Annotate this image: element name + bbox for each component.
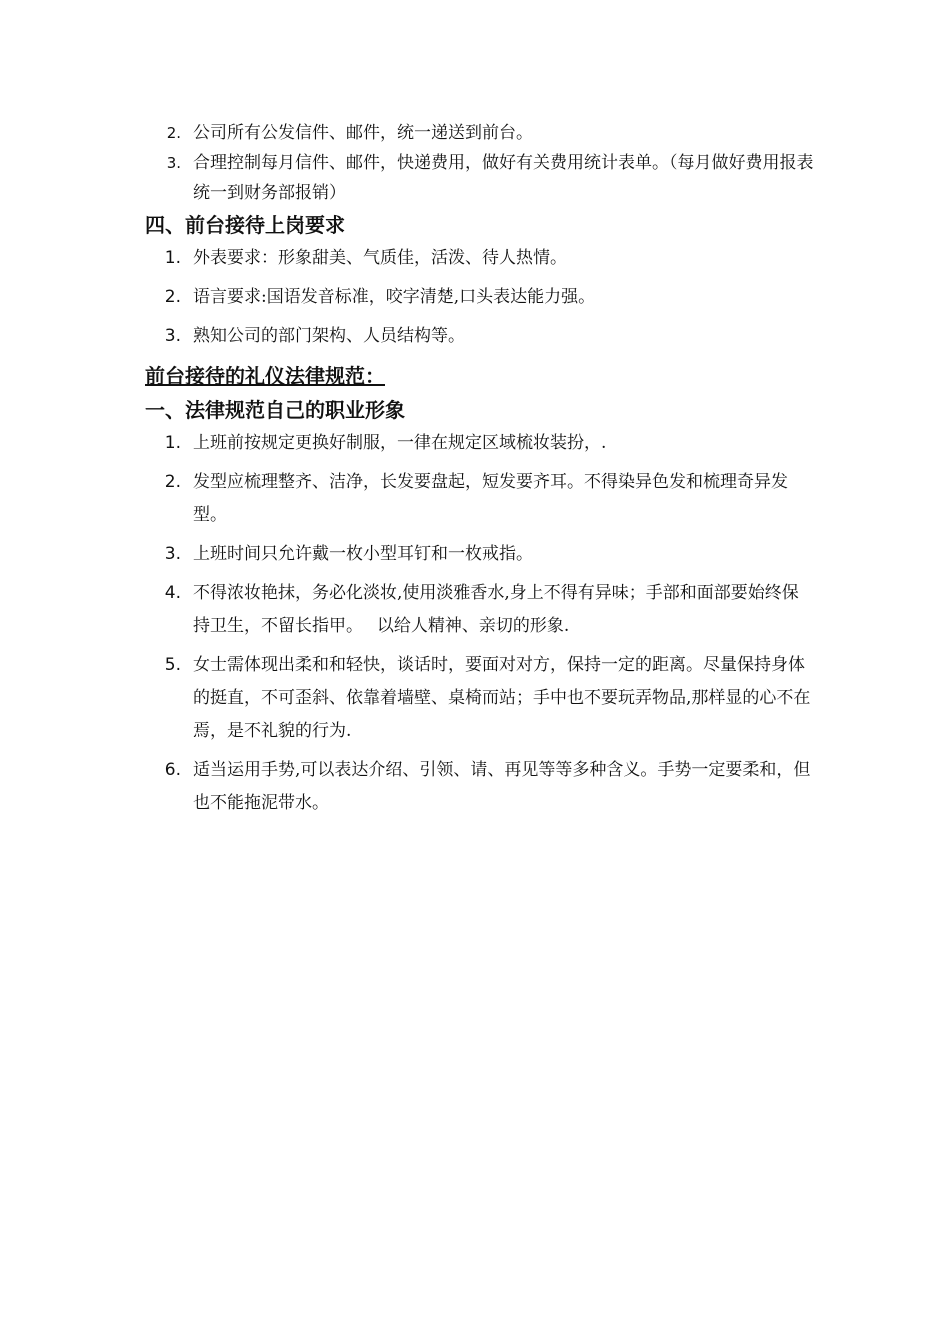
list-item (145, 427, 815, 460)
list-item (145, 242, 815, 275)
list-text: 合理控制每月信件、邮件，快递费用，做好有关费用统计表单。（每月做好费用报表统一到财务部报销） (193, 153, 814, 203)
etiquette-title-text: 前台接待的礼仪法律规范： (145, 364, 385, 388)
document-content (145, 118, 815, 826)
list-text: 公司所有公发信件、邮件，统一递送到前台。 (193, 123, 533, 143)
list-item (145, 281, 815, 314)
etiquette-title (145, 359, 815, 393)
list-item (145, 649, 815, 748)
list-number: 3. (166, 154, 181, 172)
section-heading: 四、前台接待上岗要求 (145, 213, 345, 237)
section-heading: 一、法律规范自己的职业形象 (145, 398, 405, 422)
list-item (145, 148, 815, 208)
list-item (145, 320, 815, 353)
list-text: 熟知公司的部门架构、人员结构等。 (193, 326, 465, 346)
list-item (145, 577, 815, 643)
list-item (145, 538, 815, 571)
list-item (145, 118, 815, 148)
list-number: 2. (164, 472, 181, 492)
list-number: 6. (164, 760, 181, 780)
list-text: 上班时间只允许戴一枚小型耳钉和一枚戒指。 (193, 544, 533, 564)
list-item (145, 466, 815, 532)
list-text: 适当运用手势,可以表达介绍、引领、请、再见等等多种含义。手势一定要柔和，但也不能拖泥带水。 (193, 760, 811, 813)
list-text: 语言要求:国语发音标准，咬字清楚,口头表达能力强。 (193, 287, 596, 307)
list-number: 3. (164, 544, 181, 564)
list-text: 发型应梳理整齐、洁净，长发要盘起，短发要齐耳。不得染异色发和梳理奇异发型。 (193, 472, 788, 525)
list-number: 4. (164, 583, 181, 603)
list-number: 3. (164, 326, 181, 346)
list-number: 2. (166, 124, 181, 142)
list-number: 2. (164, 287, 181, 307)
list-number: 1. (164, 248, 181, 268)
list-number: 5. (164, 655, 181, 675)
list-item (145, 754, 815, 820)
list-text: 上班前按规定更换好制服，一律在规定区域梳妆装扮，. (193, 433, 607, 453)
list-text: 女士需体现出柔和和轻快，谈话时，要面对对方，保持一定的距离。尽量保持身体的挺直，不可歪斜、依靠着墙壁、桌椅而站；手中也不要玩弄物品,那样显的心不在焉，是不礼貌的行为. (193, 655, 811, 741)
list-text: 外表要求：形象甜美、气质佳，活泼、待人热情。 (193, 248, 567, 268)
list-number: 1. (164, 433, 181, 453)
list-text: 不得浓妆艳抹，务必化淡妆,使用淡雅香水,身上不得有异味；手部和面部要始终保持卫生，不留长指甲。 以给人精神、亲切的形象. (193, 583, 799, 636)
